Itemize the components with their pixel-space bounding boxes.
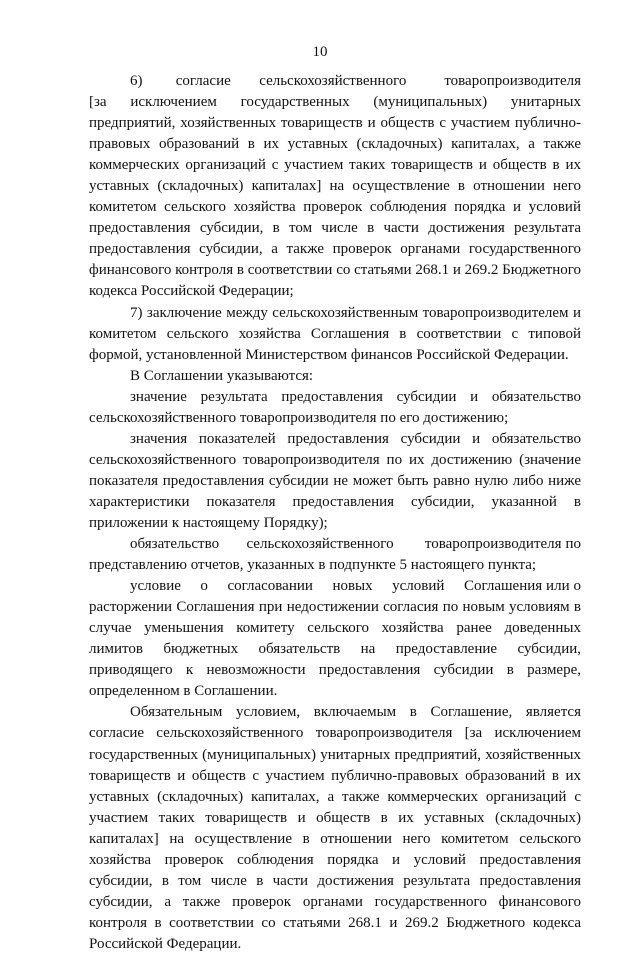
paragraph-reporting-obligation: обязательство сельскохозяйственного товаропроизводителя по представлению отчетов, указанных в подпункте 5 настоящего пункта; — [89, 536, 581, 574]
paragraph-new-conditions: условие о согласовании новых условий Соглашения или о расторжении Соглашения при недостижении согласия по новым условиям в случае уменьшения комитету сельского хозяйства ранее доведенных лимитов бюджетных обязательств на предоставление субсидии, приводящего к невозможности предоставления субсидии в размере, определенном в Соглашении. — [89, 578, 581, 700]
paragraph-item-7: 7) заключение между сельскохозяйственным товаропроизводителем и комитетом сельского хозяйства Соглашения в соответствии с типовой формой, установленной Министерством финансов Российской Федерации. — [89, 304, 581, 363]
document-body — [89, 71, 581, 955]
paragraph-item-6: 6) согласие сельскохозяйственного товаропроизводителя [за исключением государственных (муниципальных) унитарных предприятий, хозяйственных товариществ и обществ с участием публично-правовых образований в их уставных (складочных) капиталах, а также коммерческих организаций с участием таких товариществ и обществ в их уставных (складочных) капиталах] на осуществление в отношении него комитетом сельского хозяйства проверок соблюдения порядка и условий предоставления субсидии, в том числе в части достижения результата предоставления субсидии, а также проверок органами государственного финансового контроля в соответствии со статьями 268.1 и 269.2 Бюджетного кодекса Российской Федерации; — [89, 73, 581, 300]
paragraph-result-value: значение результата предоставления субсидии и обязательство сельскохозяйственного товаропроизводителя по его достижению; — [89, 388, 581, 426]
paragraph-agreement-intro: В Соглашении указываются: — [130, 367, 314, 384]
paragraph-mandatory-condition: Обязательным условием, включаемым в Соглашение, является согласие сельскохозяйственного товаропроизводителя [за исключением государственных (муниципальных) унитарных предприятий, хозяйственных товариществ и обществ с участием публично-правовых образований в их уставных (складочных) капиталах, а также коммерческих организаций с участием таких товариществ и обществ в их уставных (складочных) капиталах] на осуществление в отношении него комитетом сельского хозяйства проверок соблюдения порядка и условий предоставления субсидии, в том числе в части достижения результата предоставления субсидии, а также проверок органами государственного финансового контроля в соответствии со статьями 268.1 и 269.2 Бюджетного кодекса Российской Федерации. — [89, 704, 581, 952]
paragraph-indicator-values: значения показателей предоставления субсидии и обязательство сельскохозяйственного товаропроизводителя по их достижению (значение показателя предоставления субсидии не может быть равно нулю либо ниже характеристики показателя предоставления субсидии, указанной в приложении к настоящему Порядку); — [89, 430, 581, 531]
page-number: 10 — [312, 44, 328, 60]
